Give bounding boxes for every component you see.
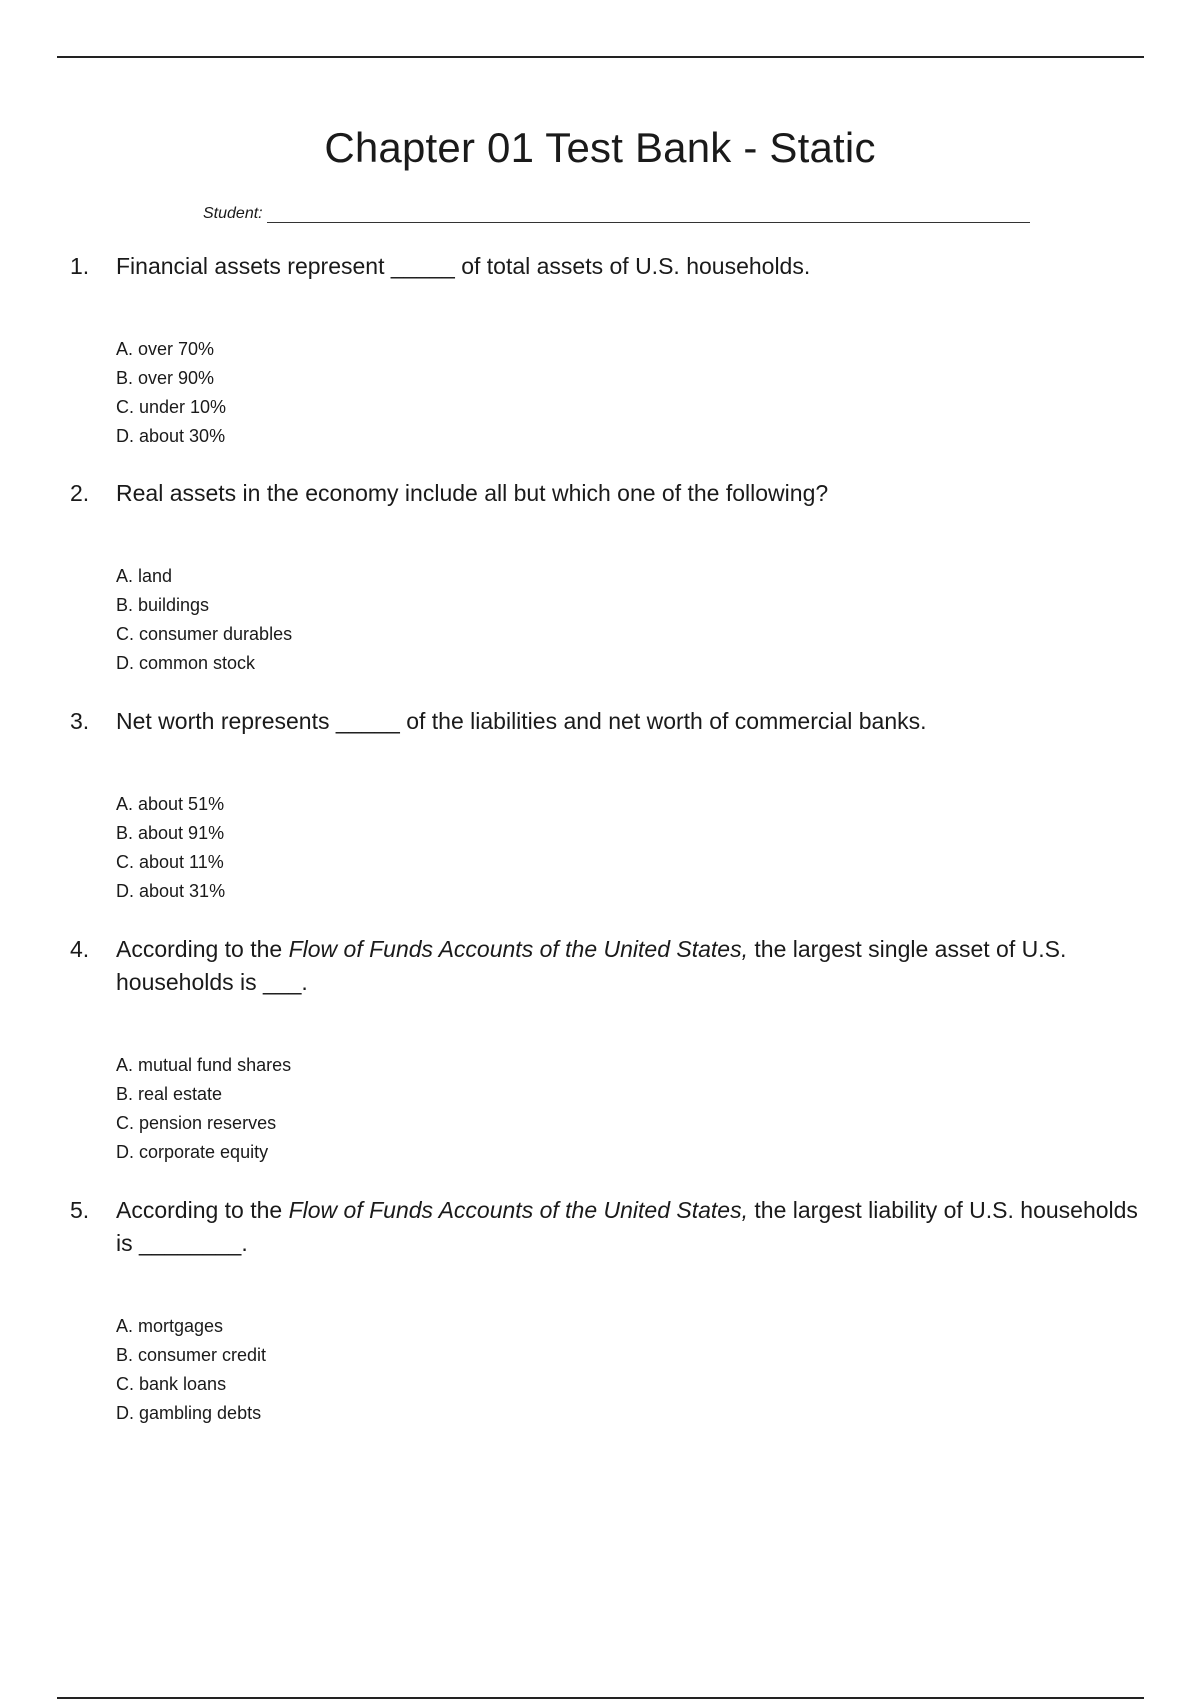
- question-text: Financial assets represent _____ of total assets of U.S. households.: [116, 253, 811, 279]
- question-1: [70, 250, 1150, 451]
- question-text: Real assets in the economy include all but which one of the following?: [116, 480, 829, 506]
- option-d: D. about 31%: [116, 881, 226, 901]
- question-number: 3.: [70, 708, 90, 734]
- option-d: D. gambling debts: [116, 1403, 262, 1423]
- question-text: Net worth represents _____ of the liabilities and net worth of commercial banks.: [116, 708, 927, 734]
- option-a: A. land: [116, 566, 173, 586]
- option-d: D. common stock: [116, 653, 256, 673]
- option-b: B. real estate: [116, 1084, 223, 1104]
- option-a: A. mortgages: [116, 1316, 224, 1336]
- option-b: B. buildings: [116, 595, 210, 615]
- option-c: C. under 10%: [116, 397, 227, 417]
- option-c: C. consumer durables: [116, 624, 293, 644]
- option-c: C. about 11%: [116, 852, 224, 872]
- source-title: Flow of Funds Accounts of the United States,: [288, 1197, 748, 1223]
- question-2: [70, 477, 1150, 678]
- option-c: C. pension reserves: [116, 1113, 277, 1133]
- option-a: A. about 51%: [116, 794, 225, 814]
- question-number: 2.: [70, 480, 90, 506]
- question-5: [70, 1194, 1150, 1428]
- option-b: B. over 90%: [116, 368, 215, 388]
- bottom-rule: [57, 1697, 1144, 1699]
- option-d: D. about 30%: [116, 426, 226, 446]
- option-b: B. about 91%: [116, 823, 225, 843]
- student-name-line[interactable]: [267, 204, 1030, 223]
- top-rule: [57, 56, 1144, 58]
- question-number: 5.: [70, 1197, 90, 1223]
- option-a: A. over 70%: [116, 339, 215, 359]
- question-text: According to the Flow of Funds Accounts of the United States, the largest single asset of U.S. households is ___.: [116, 936, 1067, 995]
- student-label: Student:: [203, 205, 263, 222]
- answer-options: [116, 1051, 1150, 1167]
- option-c: C. bank loans: [116, 1374, 227, 1394]
- answer-options: [116, 790, 1150, 906]
- answer-options: [116, 562, 1150, 678]
- question-text: According to the Flow of Funds Accounts of the United States, the largest liability of U.S. households is ________.: [116, 1197, 1138, 1256]
- option-b: B. consumer credit: [116, 1345, 267, 1365]
- page-title: Chapter 01 Test Bank - Static: [324, 124, 876, 171]
- question-number: 1.: [70, 253, 90, 279]
- answer-options: [116, 1312, 1150, 1428]
- question-number: 4.: [70, 936, 90, 962]
- question-3: [70, 705, 1150, 906]
- source-title: Flow of Funds Accounts of the United States,: [288, 936, 748, 962]
- student-field: [203, 204, 1030, 223]
- answer-options: [116, 335, 1150, 451]
- option-a: A. mutual fund shares: [116, 1055, 292, 1075]
- question-4: [70, 933, 1150, 1167]
- option-d: D. corporate equity: [116, 1142, 269, 1162]
